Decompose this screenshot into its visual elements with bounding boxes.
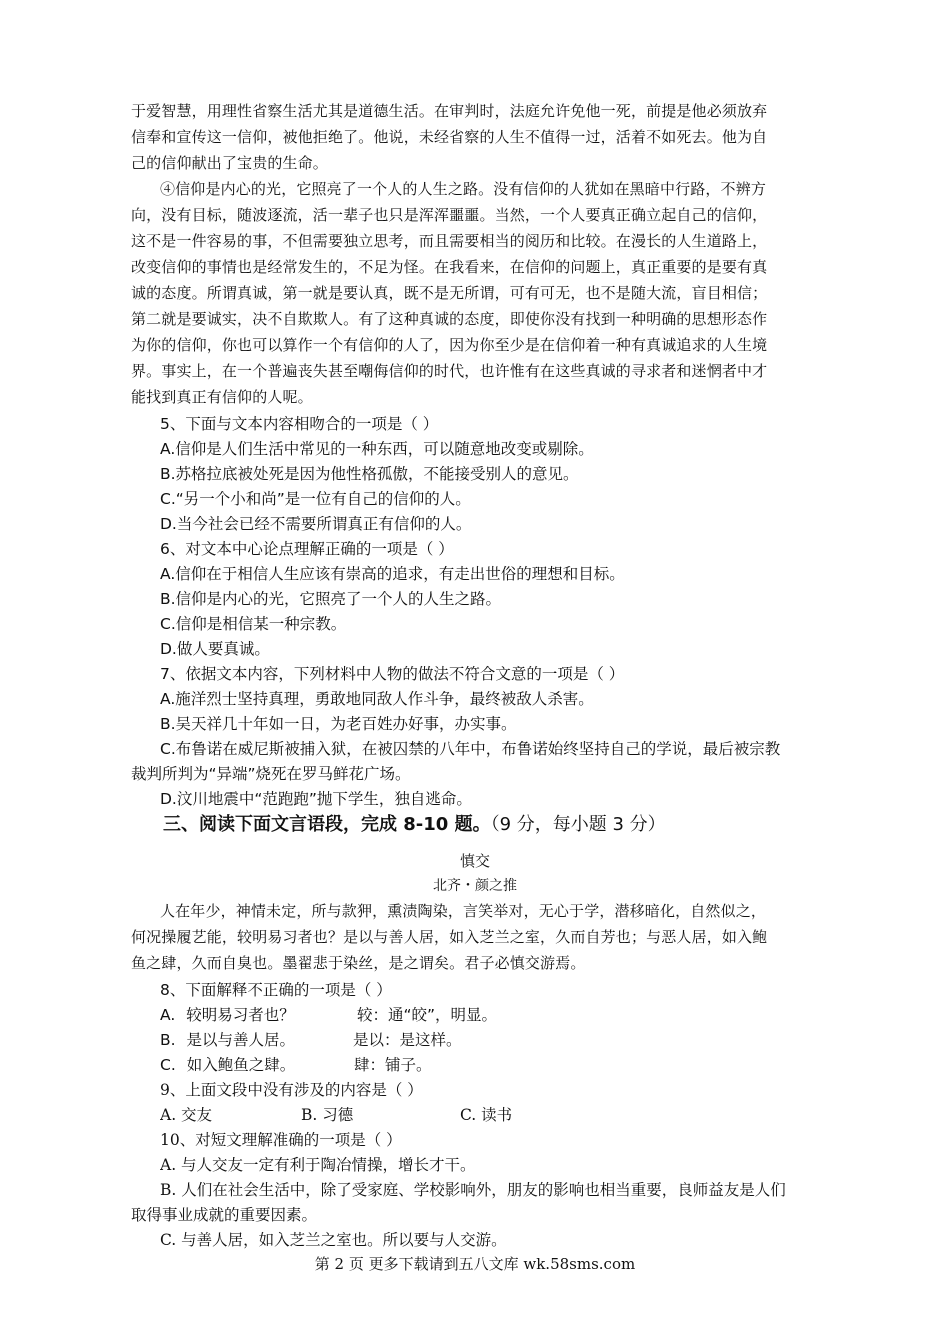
question-5-option: B.苏格拉底被处死是因为他性格孤傲，不能接受别人的意见。 xyxy=(160,465,579,483)
question-10-stem: 10、对短文理解准确的一项是（ ） xyxy=(160,1131,402,1149)
question-5-option: C.“另一个小和尚”是一位有自己的信仰的人。 xyxy=(160,490,471,508)
question-8-option-c xyxy=(160,1053,870,1075)
question-6-option: A.信仰在于相信人生应该有崇高的追求，有走出世俗的理想和目标。 xyxy=(160,565,625,583)
option-gloss: 是以：是这样。 xyxy=(353,1031,462,1049)
paragraph-line: ④信仰是内心的光，它照亮了一个人的人生之路。没有信仰的人犹如在黑暗中行路，不辨方 xyxy=(160,180,767,198)
question-7-option: C.布鲁诺在威尼斯被捕入狱，在被囚禁的八年中，布鲁诺始终坚持自己的学说，最后被宗教 xyxy=(160,740,781,758)
question-6-option: B.信仰是内心的光，它照亮了一个人的人生之路。 xyxy=(160,590,502,608)
option-phrase: 。 xyxy=(279,1056,296,1074)
paragraph-line: 改变信仰的事情也是经常发生的，不足为怪。在我看来，在信仰的问题上，真正重要的是要有真 xyxy=(131,258,768,276)
option-phrase: 如入鲍鱼之 xyxy=(186,1056,265,1074)
emphasized-word: 是以 xyxy=(187,1028,218,1050)
question-6-stem: 6、对文本中心论点理解正确的一项是（ ） xyxy=(160,540,454,558)
question-6-option: C.信仰是相信某一种宗教。 xyxy=(160,615,347,633)
paragraph-line: 能找到真正有信仰的人呢。 xyxy=(131,388,313,406)
classical-line: 人在年少，神情未定，所与款狎，熏渍陶染，言笑举对，无心于学，潜移暗化，自然似之， xyxy=(160,902,767,920)
option-gloss: 较：通“皎”，明显。 xyxy=(357,1006,498,1024)
option-phrase: 明易习者也？ xyxy=(201,1006,295,1024)
question-7-option: B.吴天祥几十年如一日，为老百姓办好事，办实事。 xyxy=(160,715,517,733)
emphasized-word: 较 xyxy=(186,1003,202,1025)
option-gloss: 肆：铺子。 xyxy=(354,1056,432,1074)
option-label: A. xyxy=(160,1006,176,1024)
question-9-option: C. 读书 xyxy=(460,1106,513,1124)
section-title: 三、阅读下面文言语段，完成 8-10 题。 xyxy=(163,814,491,835)
emphasized-word: 肆 xyxy=(264,1053,280,1075)
question-10-option: A. 与人交友一定有利于陶冶情操，增长才干。 xyxy=(160,1156,476,1174)
question-8-option-a xyxy=(160,1003,870,1025)
paragraph-line: 己的信仰献出了宝贵的生命。 xyxy=(131,154,328,172)
paragraph-line: 向，没有目标，随波逐流，活一辈子也只是浑浑噩噩。当然，一个人要真正确立起自己的信仰， xyxy=(131,206,768,224)
question-10-option: C. 与善人居，如入芝兰之室也。所以要与人交游。 xyxy=(160,1231,507,1249)
question-7-stem: 7、依据文本内容，下列材料中人物的做法不符合文意的一项是（ ） xyxy=(160,665,625,683)
option-label: C. xyxy=(160,1056,176,1074)
classical-author: 北齐・颜之推 xyxy=(433,878,517,894)
question-5-option: D.当今社会已经不需要所谓真正有信仰的人。 xyxy=(160,515,472,533)
question-9-options xyxy=(160,1103,870,1125)
classical-title: 慎交 xyxy=(459,852,490,870)
question-8-stem: 8、下面解释不正确的一项是（ ） xyxy=(160,981,392,999)
question-9-option: A. 交友 xyxy=(160,1106,213,1124)
question-7-option: A.施洋烈士坚持真理，勇敢地同敌人作斗争，最终被敌人杀害。 xyxy=(160,690,594,708)
paragraph-line: 第二就是要诚实，决不自欺欺人。有了这种真诚的态度，即使你没有找到一种明确的思想形态作 xyxy=(131,310,768,328)
page-footer: 第 2 页 更多下载请到五八文库 wk.58sms.com xyxy=(314,1255,636,1273)
classical-line: 何况操履艺能，较明易习者也？是以与善人居，如入芝兰之室，久而自芳也；与恶人居，如入鲍 xyxy=(131,928,768,946)
question-5-option: A.信仰是人们生活中常见的一种东西，可以随意地改变或剔除。 xyxy=(160,440,594,458)
paragraph-line: 界。事实上，在一个普遍丧失甚至嘲侮信仰的时代，也许惟有在这些真诚的寻求者和迷惘者中才 xyxy=(131,362,768,380)
question-7-option-continued: 裁判所判为“异端”烧死在罗马鲜花广场。 xyxy=(131,765,411,783)
question-9-option: B. 习德 xyxy=(301,1106,354,1124)
question-10-option: B. 人们在社会生活中，除了受家庭、学校影响外，朋友的影响也相当重要，良师益友是人们 xyxy=(160,1181,786,1199)
question-6-option: D.做人要真诚。 xyxy=(160,640,270,658)
section-heading xyxy=(163,810,666,836)
classical-line: 鱼之肆，久而自臭也。墨翟悲于染丝，是之谓矣。君子必慎交游焉。 xyxy=(131,954,586,972)
paragraph-line: 诚的态度。所谓真诚，第一就是要认真，既不是无所谓，可有可无，也不是随大流，盲目相信； xyxy=(131,284,768,302)
paragraph-line: 于爱智慧，用理性省察生活尤其是道德生活。在审判时，法庭允许免他一死，前提是他必须放弃 xyxy=(131,102,768,120)
paragraph-line: 信奉和宣传这一信仰，被他拒绝了。他说，未经省察的人生不值得一过，活着不如死去。他为自 xyxy=(131,128,768,146)
paragraph-line: 这不是一件容易的事，不但需要独立思考，而且需要相当的阅历和比较。在漫长的人生道路上， xyxy=(131,232,768,250)
section-points: （9 分，每小题 3 分） xyxy=(490,814,666,835)
question-10-option-continued: 取得事业成就的重要因素。 xyxy=(131,1206,318,1224)
question-9-stem: 9、上面文段中没有涉及的内容是（ ） xyxy=(160,1081,423,1099)
question-7-option: D.汶川地震中“范跑跑”抛下学生，独自逃命。 xyxy=(160,790,472,808)
option-phrase: 与善人居。 xyxy=(217,1031,296,1049)
option-label: B. xyxy=(160,1031,176,1049)
question-8-option-b xyxy=(160,1028,870,1050)
paragraph-line: 为你的信仰，你也可以算作一个有信仰的人了，因为你至少是在信仰着一种有真诚追求的人生境 xyxy=(131,336,768,354)
question-5-stem: 5、下面与文本内容相吻合的一项是（ ） xyxy=(160,415,439,433)
